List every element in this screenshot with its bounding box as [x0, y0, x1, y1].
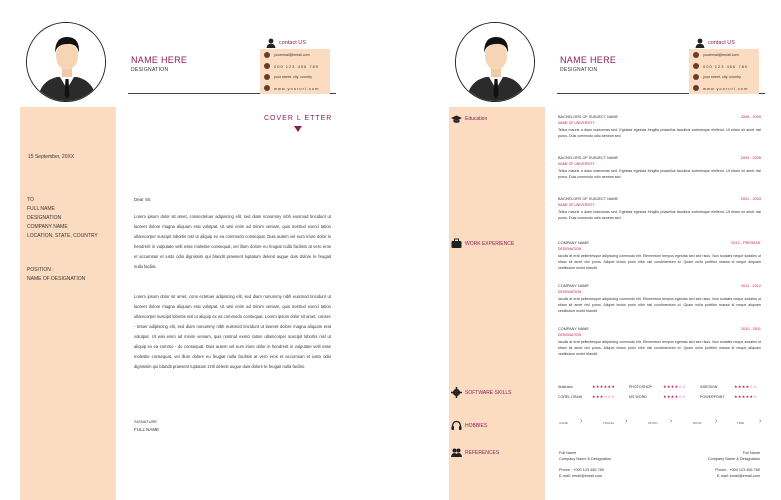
- signature-label: SIGNATURE: [134, 419, 158, 424]
- reference-email[interactable]: E-mail: email@email.com: [559, 474, 603, 478]
- company-name: COMPANY NAME: [558, 327, 589, 331]
- work-entry: [558, 327, 761, 357]
- contact-email-row[interactable]: [264, 52, 310, 58]
- contact-phone: 000 123 456 789: [703, 63, 749, 69]
- contact-phone-row[interactable]: [693, 63, 748, 69]
- skill-item: [629, 394, 686, 399]
- section-hobbies: HOBBIES: [465, 423, 488, 429]
- university-name: NAME OF UNIVERSITY: [558, 121, 595, 125]
- reference-name: Full Name: [559, 451, 577, 455]
- entry-description: Tellus mauris a diam maecenas sed. Egestas egestas fringilla phasellus faucibus scelerisque eleifend. Ut etiam sit amet nisl purus. Duis commodo odio aenean sed.: [558, 169, 761, 179]
- chevron-right-icon: ›: [580, 418, 583, 425]
- skill-name: MS WORD: [629, 394, 647, 399]
- recipient-line: FULL NAME: [27, 206, 55, 212]
- contact-email: youremail@email.com: [703, 53, 739, 57]
- skill-name: INDESIGN: [700, 384, 718, 389]
- reference-phone: Phone : +000 123 456 789: [559, 468, 604, 472]
- hobby-item: TIME: [737, 421, 745, 425]
- recipient-line: DESIGNATION: [27, 215, 62, 221]
- skill-name: POWERPOINT: [700, 394, 725, 399]
- skill-rating: ★★★★☆☆: [663, 384, 687, 389]
- candidate-name: NAME HERE: [560, 55, 617, 65]
- chevron-right-icon: ›: [715, 418, 718, 425]
- work-entry: [558, 284, 761, 314]
- entry-description: Tellus mauris a diam maecenas sed. Egestas egestas fringilla phasellus faucibus scelerisque eleifend. Ut etiam sit amet nisl purus. Duis commodo odio aenean sed.: [558, 128, 761, 138]
- skill-rating: ★★★★☆☆: [663, 394, 687, 399]
- globe-icon: [264, 85, 270, 91]
- sidebar-band: [20, 107, 116, 500]
- contact-address: your street, city, country: [703, 75, 741, 79]
- cover-letter-page: [20, 0, 370, 500]
- hobby-item: GAME: [559, 421, 568, 425]
- candidate-name: NAME HERE: [131, 55, 188, 65]
- candidate-designation: DESIGNATION: [560, 67, 598, 73]
- university-name: NAME OF UNIVERSITY: [558, 162, 595, 166]
- company-name: COMPANY NAME: [558, 284, 589, 288]
- briefcase-icon: [451, 238, 462, 249]
- entry-description: Tellus mauris a diam maecenas sed. Egestas egestas fringilla phasellus faucibus scelerisque eleifend. Ut etiam sit amet nisl purus. Duis commodo odio aenean sed.: [558, 210, 761, 220]
- location-icon: [693, 74, 699, 80]
- avatar-icon: [27, 23, 106, 102]
- person-icon: [695, 38, 705, 48]
- reference-name: Full Name: [742, 451, 760, 455]
- entry-date: 2003 - 2005: [740, 156, 761, 160]
- degree-title: BACHELORS OF SUBJECT NAME: [558, 156, 619, 160]
- contact-address: your street, city, country: [274, 75, 312, 79]
- recipient-line: LOCATION, STATE, COUNTRY: [27, 233, 98, 239]
- entry-date: 2011 - 2012: [741, 284, 761, 288]
- phone-icon: [264, 63, 270, 69]
- degree-title: BACHELORS OF SUBJECT NAME: [558, 197, 619, 201]
- contact-website: www.yoururl.com: [703, 85, 749, 91]
- section-software-skills: SOFTWARE SKILLS: [465, 390, 512, 396]
- skill-name: Illustrator: [558, 384, 573, 389]
- contact-title: contact US: [708, 40, 735, 46]
- reference-card: [690, 450, 760, 479]
- gear-icon: [451, 387, 462, 398]
- entry-date: 2005 - 2009: [740, 115, 761, 119]
- education-entry: [558, 156, 761, 180]
- email-icon: [693, 52, 699, 58]
- cover-letter-heading: COVER L ETTER: [264, 115, 333, 122]
- phone-icon: [693, 63, 699, 69]
- salutation: Dear Sir,: [134, 197, 152, 202]
- skill-name: COREL DRAW: [558, 394, 583, 399]
- contact-address-row: [693, 74, 741, 80]
- contact-title: contact US: [279, 40, 306, 46]
- letter-date: 15 September, 20XX: [28, 154, 75, 160]
- chevron-right-icon: ›: [625, 418, 628, 425]
- entry-date: 2010 - 2011: [741, 327, 761, 331]
- skill-item: [700, 394, 757, 399]
- contact-phone-row[interactable]: [264, 63, 319, 69]
- hobby-item: MUSIC: [648, 421, 658, 425]
- contact-box: [689, 49, 759, 94]
- contact-email-row[interactable]: [693, 52, 739, 58]
- profile-photo: [26, 22, 106, 102]
- contact-website-row[interactable]: [693, 85, 748, 91]
- university-name: NAME OF UNIVERSITY: [558, 203, 595, 207]
- skill-item: [629, 384, 686, 389]
- section-education: Education: [465, 116, 488, 122]
- job-designation: DESIGNATION: [558, 333, 582, 337]
- skill-item: [700, 384, 757, 389]
- skill-item: [558, 384, 615, 389]
- hobby-item: BOOK: [693, 421, 702, 425]
- signature-name: FULL NAME: [134, 427, 160, 432]
- contact-website-row[interactable]: [264, 85, 319, 91]
- chevron-right-icon: ›: [670, 418, 673, 425]
- person-icon: [266, 38, 276, 48]
- entry-description: Iaculis at erat pellentesque adipiscing commodo elit. Elementum tempus egestas sed sed risus. Non sodales neque sodales ut etiam sit amet nisl purus. Aliquet lectus proin nibh nisl condimentum id. Quam nulla porttitor massa id neque aliquam vestibulum morbi blandit.: [558, 297, 761, 313]
- position-label: POSITION :: [27, 267, 54, 273]
- sidebar-band: [449, 107, 545, 500]
- reference-company: Company Name & Designation: [707, 457, 760, 461]
- contact-header: [266, 38, 306, 48]
- entry-description: Iaculis at erat pellentesque adipiscing commodo elit. Elementum tempus egestas sed sed risus. Non sodales neque sodales ut etiam sit amet nisl purus. Aliquet lectus proin nibh nisl condimentum id. Quam nulla porttitor massa id neque aliquam vestibulum morbi blandit.: [558, 254, 761, 270]
- contact-email: youremail@email.com: [274, 53, 310, 57]
- graduation-cap-icon: [451, 114, 462, 125]
- recipient-line: COMPANY NAME: [27, 224, 68, 230]
- recipient-label: TO: [27, 197, 34, 203]
- reference-company: Company Name & Designation: [559, 457, 612, 461]
- people-icon: [451, 447, 462, 458]
- entry-date: 2001 - 2003: [740, 197, 761, 201]
- hobby-item: TRAVEL: [603, 421, 615, 425]
- email-icon: [264, 52, 270, 58]
- section-work-experience: WORK EXPERIENCE: [465, 241, 515, 247]
- globe-icon: [693, 85, 699, 91]
- reference-card: [559, 450, 611, 479]
- position-value: NAME OF DESIGNATION: [27, 276, 86, 282]
- skill-rating: ★★★★☆☆: [734, 384, 758, 389]
- reference-email[interactable]: E-mail: email@email.com: [716, 474, 760, 478]
- entry-description: Iaculis at erat pellentesque adipiscing commodo elit. Elementum tempus egestas sed sed risus. Non sodales neque sodales ut etiam sit amet nisl purus. Aliquet lectus proin nibh nisl condimentum id. Quam nulla porttitor massa id neque aliquam vestibulum morbi blandit.: [558, 340, 761, 356]
- contact-address-row: [264, 74, 312, 80]
- headphones-icon: [451, 420, 462, 431]
- education-entry: [558, 197, 761, 221]
- skill-rating: ★★★★★★: [592, 384, 616, 389]
- education-entry: [558, 115, 761, 139]
- letter-paragraph-2: Lorem ipsum dolor sit amet, cons ectetuer adipiscing elit, sed diam nonummy nibh euismod tincidunt ut laoreet dolore magna aliquam erat volutpat. Ut wisi enim ad minim veniam, quis nostrud exerci tation ullamcorper suscipit lobortis nisl ut aliquip ex ea commodo consequat. Lorem ipsum dolor sit amet, consec - tetuer adipiscing elit, sed diam nonummy nibh euismod tincidunt ut laoreet dolore magna aliquam erat volutpat. Ut wisi enim ad minim veniam, quis nostrud exerci tation ullamcorper suscipit lobortis nisl ut aliquip ex ea commo - do consequat. Duis autem vel eum iriure dolor in hendrerit in vulputate velit esse molestie consequat, vel illum dolore eu feugiat nulla facilisis at vero eros et accumsan et iusto odio dignissim qui blandit praesent luptatum zzril delenit augue duis dolore te feugait nulla facilisi.: [134, 294, 331, 369]
- profile-photo: [455, 22, 535, 102]
- job-designation: DESIGNATION: [558, 247, 582, 251]
- degree-title: BACHELORS OF SUBJECT NAME: [558, 115, 619, 119]
- job-designation: DESIGNATION: [558, 290, 582, 294]
- skill-rating: ★★★★★☆: [734, 394, 758, 399]
- chevron-right-icon: ›: [759, 418, 762, 425]
- company-name: COMPANY NAME: [558, 241, 589, 245]
- contact-box: [260, 49, 330, 94]
- contact-phone: 000 123 456 789: [274, 63, 320, 69]
- resume-page: [449, 0, 781, 500]
- location-icon: [264, 74, 270, 80]
- entry-date: 2013 - PRESENT: [731, 241, 761, 245]
- contact-website: www.yoururl.com: [274, 85, 320, 91]
- skill-rating: ★★★☆☆☆: [592, 394, 616, 399]
- triangle-icon: [294, 126, 302, 132]
- contact-header: [695, 38, 735, 48]
- skill-name: PHOTOSHOP: [629, 384, 652, 389]
- section-references: REFERENCES: [465, 450, 500, 456]
- reference-phone: Phone : +000 123 456 789: [715, 468, 760, 472]
- skill-item: [558, 394, 615, 399]
- candidate-designation: DESIGNATION: [131, 67, 169, 73]
- letter-paragraph-1: Lorem ipsum dolor sit amet, consectetuer adipiscing elit, sed diam nonummy nibh euismod tincidunt ut laoreet dolore magna aliquam erat volutpat. Ut wisi enim ad minim veniam, quis nostrud exerci tation ullamcorper suscipit lobortis nisl ut aliquip ex ea commodo consequat. Duis autem vel eum iriure dolor in hendrerit in vulputate velit esse molestie consequat, vel illum dolore eu feugiat nulla facilisis at vero eros et accumsan et iusto odio dignissim qui blandit praesent luptatum delenit augue duis dolore te feugait nulla facilisi.: [134, 214, 331, 269]
- avatar-icon: [456, 23, 535, 102]
- work-entry: [558, 241, 761, 271]
